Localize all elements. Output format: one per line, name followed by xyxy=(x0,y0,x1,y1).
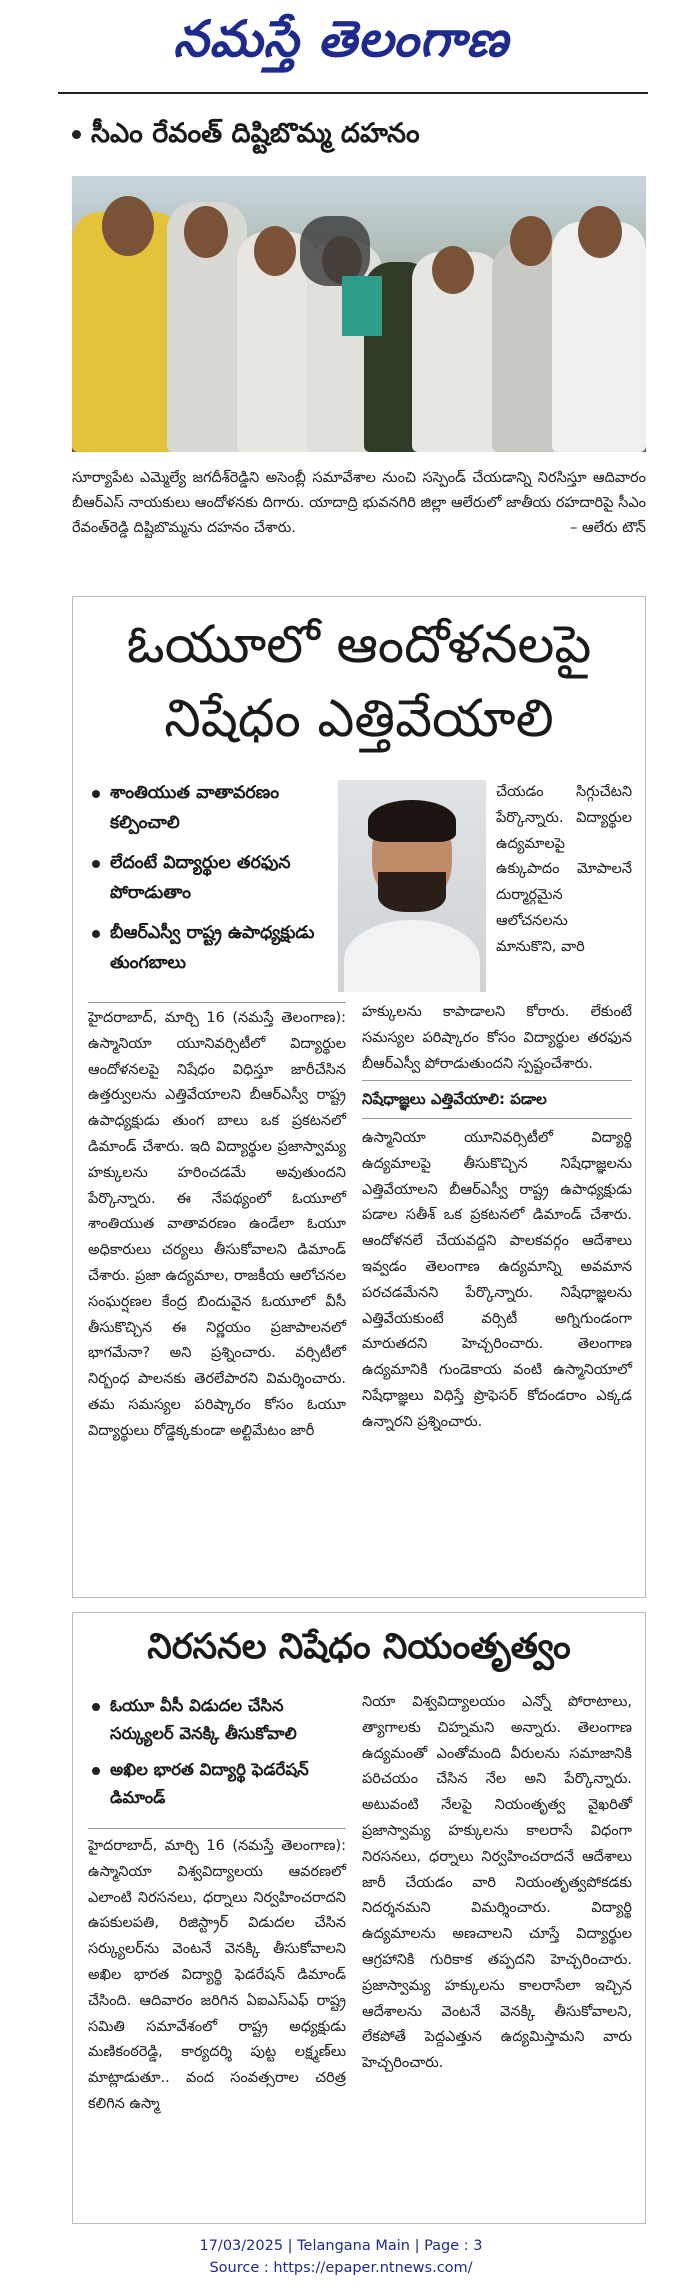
story3-col-right: నియా విశ్వవిద్యాలయం ఎన్నో పోరాటాలు, త్యాగాలకు చిహ్నమని అన్నారు. తెలంగాణ ఉద్యమంతో ఎంతోమంది వీరులను సమాజానికి పరిచయం చేసిన నేల అని పేర్కొన్నారు. అటువంటి నేలపై నియంతృత్వ వైఖరితో ప్రజాస్వామ్య హక్కులను కాలరాసే విధంగా నిరసనలు, ధర్నాలు నిర్వహించరాదనే ఆదేశాలు జారీ చేయడం వారి నియంతృత్వపోకడకు నిదర్శనమని విమర్శించారు. విద్యార్థి ఉద్యమాలను అణచాలని చూస్తే విద్యార్థుల ఆగ్రహానికి గురికాక తప్పదని హెచ్చరించారు. ప్రజాస్వామ్య హక్కులను కాలరాసేలా ఇచ్చిన ఆదేశాలను వెంటనే వెనక్కి తీసుకోవాలని, లేకపోతే పెద్దఎత్తున ఉద్యమిస్తామని వారు హెచ్చరించారు. xyxy=(362,1694,632,2072)
story3-bullets xyxy=(92,1692,342,1820)
story3-headline: నిరసనల నిషేధం నియంతృత్వం xyxy=(147,1627,571,1667)
story1-headline-text: సీఎం రేవంత్ దిష్టిబొమ్మ దహనం xyxy=(91,118,420,149)
story2-col-right-cont: హక్కులను కాపాడాలని కోరారు. లేకుంటే సమస్యల పరిష్కారం కోసం విద్యార్థుల తరఫున బీఆర్‌ఎస్వీ పోరాడుతుందని స్పష్టంచేశారు. xyxy=(362,1004,632,1072)
story2-bullet: శాంతియుత వాతావరణం కల్పించాలి xyxy=(92,778,332,838)
story1-headline xyxy=(72,118,420,156)
story1-caption xyxy=(72,466,646,541)
story3-bullet: అఖిల భారత విద్యార్థి ఫెడరేషన్ డిమాండ్ xyxy=(92,1756,342,1812)
story3-bullet: ఓయూ వీసీ విడుదల చేసిన సర్క్యులర్‌ వెనక్కి తీసుకోవాలి xyxy=(92,1692,342,1748)
footer-date-line: 17/03/2025 | Telangana Main | Page : 3 xyxy=(199,2238,483,2254)
divider xyxy=(88,1002,346,1003)
story2-col-right-top: చేయడం సిగ్గుచేటని పేర్కొన్నారు. విద్యార్థుల ఉద్యమాలపై ఉక్కుపాదం మోపాలనే దుర్మార్గమైన ఆలోచనలను మానుకొని, వారి xyxy=(496,784,632,955)
story2-subhead: నిషేధాజ్ఞలు ఎత్తివేయాలి: పడాల xyxy=(362,1090,547,1108)
story1-caption-text: సూర్యాపేట ఎమ్మెల్యే జగదీశ్‌రెడ్డిని అసెంబ్లీ సమావేశాల నుంచి సస్పెండ్ చేయడాన్ని నిరసిస్తూ ఆదివారం బీఆర్‌ఎస్ నాయకులు ఆందోళనకు దిగారు. యాదాద్రి భువనగిరి జిల్లా ఆలేరులో జాతీయ రహదారిపై సీఎం రేవంత్‌రెడ్డి దిష్టిబొమ్మను దహనం చేశారు. xyxy=(72,470,646,536)
story2-headline-line2: నిషేధం ఎత్తివేయాలి xyxy=(164,689,554,749)
newspaper-masthead: నమస్తే తెలంగాణ xyxy=(173,10,509,68)
bullet-dot-icon xyxy=(72,130,81,139)
story2-bullets xyxy=(92,778,332,988)
story2-bullet: బీఆర్‌ఎస్వీ రాష్ట్ర ఉపాధ్యక్షుడు తుంగబాలు xyxy=(92,918,332,978)
masthead-rule xyxy=(58,92,648,94)
protest-photo xyxy=(72,176,646,452)
divider xyxy=(362,1080,632,1081)
story2-bullet: లేదంటే విద్యార్థుల తరఫున పోరాడుతాం xyxy=(92,848,332,908)
portrait-photo xyxy=(338,780,486,992)
divider xyxy=(88,1828,346,1829)
story2-headline-line1: ఓయూలో ఆందోళనలపై xyxy=(126,615,592,675)
footer-source-line: Source : https://epaper.ntnews.com/ xyxy=(209,2260,473,2276)
story2-headline xyxy=(72,608,646,756)
story2-col-left: హైదరాబాద్, మార్చి 16 (నమస్తే తెలంగాణ): ఉస్మానియా యూనివర్సిటీలో విద్యార్థుల ఆందోళనలపై నిషేధం విధిస్తూ జారీచేసిన ఉత్తర్వులను ఎత్తివేయాలని బీఆర్‌ఎస్వీ రాష్ట్ర ఉపాధ్యక్షుడు తుంగ బాలు ఒక ప్రకటనలో డిమాండ్ చేశారు. ఇది విద్యార్థుల ప్రజాస్వామ్య హక్కులను హరించడమే అవుతుందని పేర్కొన్నారు. ఈ నేపథ్యంలో ఓయూలో శాంతియుత వాతావరణం ఉండేలా ఓయూ అధికారులు చర్యలు తీసుకోవాలని డిమాండ్ చేశారు. ప్రజా ఉద్యమాల, రాజకీయ ఆలోచనల సంఘర్షణల కేంద్ర బిందువైన ఓయూలో వీసీ తీసుకొచ్చిన ఈ నిర్ణయం ప్రజాపాలనలో భాగమేనా? అని ప్రశ్నించారు. వర్సిటీలో నిర్బంధ పాలనకు తెరలేపారని విమర్శించారు. తమ సమస్యల పరిష్కారం కోసం ఓయూ విద్యార్థులు రోడ్డెక్కకుండా అల్టిమేటం జారీ xyxy=(88,1010,346,1439)
story3-col-left: హైదరాబాద్, మార్చి 16 (నమస్తే తెలంగాణ): ఉస్మానియా విశ్వవిద్యాలయ ఆవరణలో ఎలాంటి నిరసనలు, ధర్నాలు నిర్వహించరాదని ఉపకులపతి, రిజిస్ట్రార్ విడుదల చేసిన సర్క్యులర్‌ను వెంటనే వెనక్కి తీసుకోవాలని అఖిల భారత విద్యార్థి ఫెడరేషన్ డిమాండ్ చేసింది. ఆదివారం జరిగిన ఏఐఎస్ఎఫ్ రాష్ట్ర సమితి సమావేశంలో రాష్ట్ర అధ్యక్షుడు మణికంఠరెడ్డి, కార్యదర్శి పుట్ట లక్ష్మణ్‌లు మాట్లాడుతూ.. వంద సంవత్సరాల చరిత్ర కలిగిన ఉస్మా xyxy=(88,1838,346,2112)
story2-col-right-sub: ఉస్మానియా యూనివర్సిటీలో విద్యార్థి ఉద్యమాలపై తీసుకొచ్చిన నిషేధాజ్ఞలను ఎత్తివేయాలని బీఆర్‌ఎస్వీ రాష్ట్ర ఉపాధ్యక్షుడు పడాల సతీశ్ ఒక ప్రకటనలో డిమాండ్ చేశారు. ఆందోళనలే చేయవద్దని పాలకవర్గం ఆదేశాలు ఇవ్వడం తెలంగాణ ఉద్యమాన్ని అవమాన పరచడమేనని పేర్కొన్నారు. నిషేధాజ్ఞలను ఎత్తివేయకుంటే వర్సిటీ అగ్నిగుండంగా మారుతదని హెచ్చరించారు. తెలంగాణ ఉద్యమానికి గుండెకాయ వంటి ఉస్మానియాలో నిషేధాజ్ఞలు విధిస్తే ప్రొఫెసర్ కోదండరాం ఎక్కడ ఉన్నారని ప్రశ్నించారు. xyxy=(362,1130,632,1430)
photo-credit: – ఆలేరు టౌన్ xyxy=(570,520,646,536)
divider xyxy=(362,1118,632,1119)
